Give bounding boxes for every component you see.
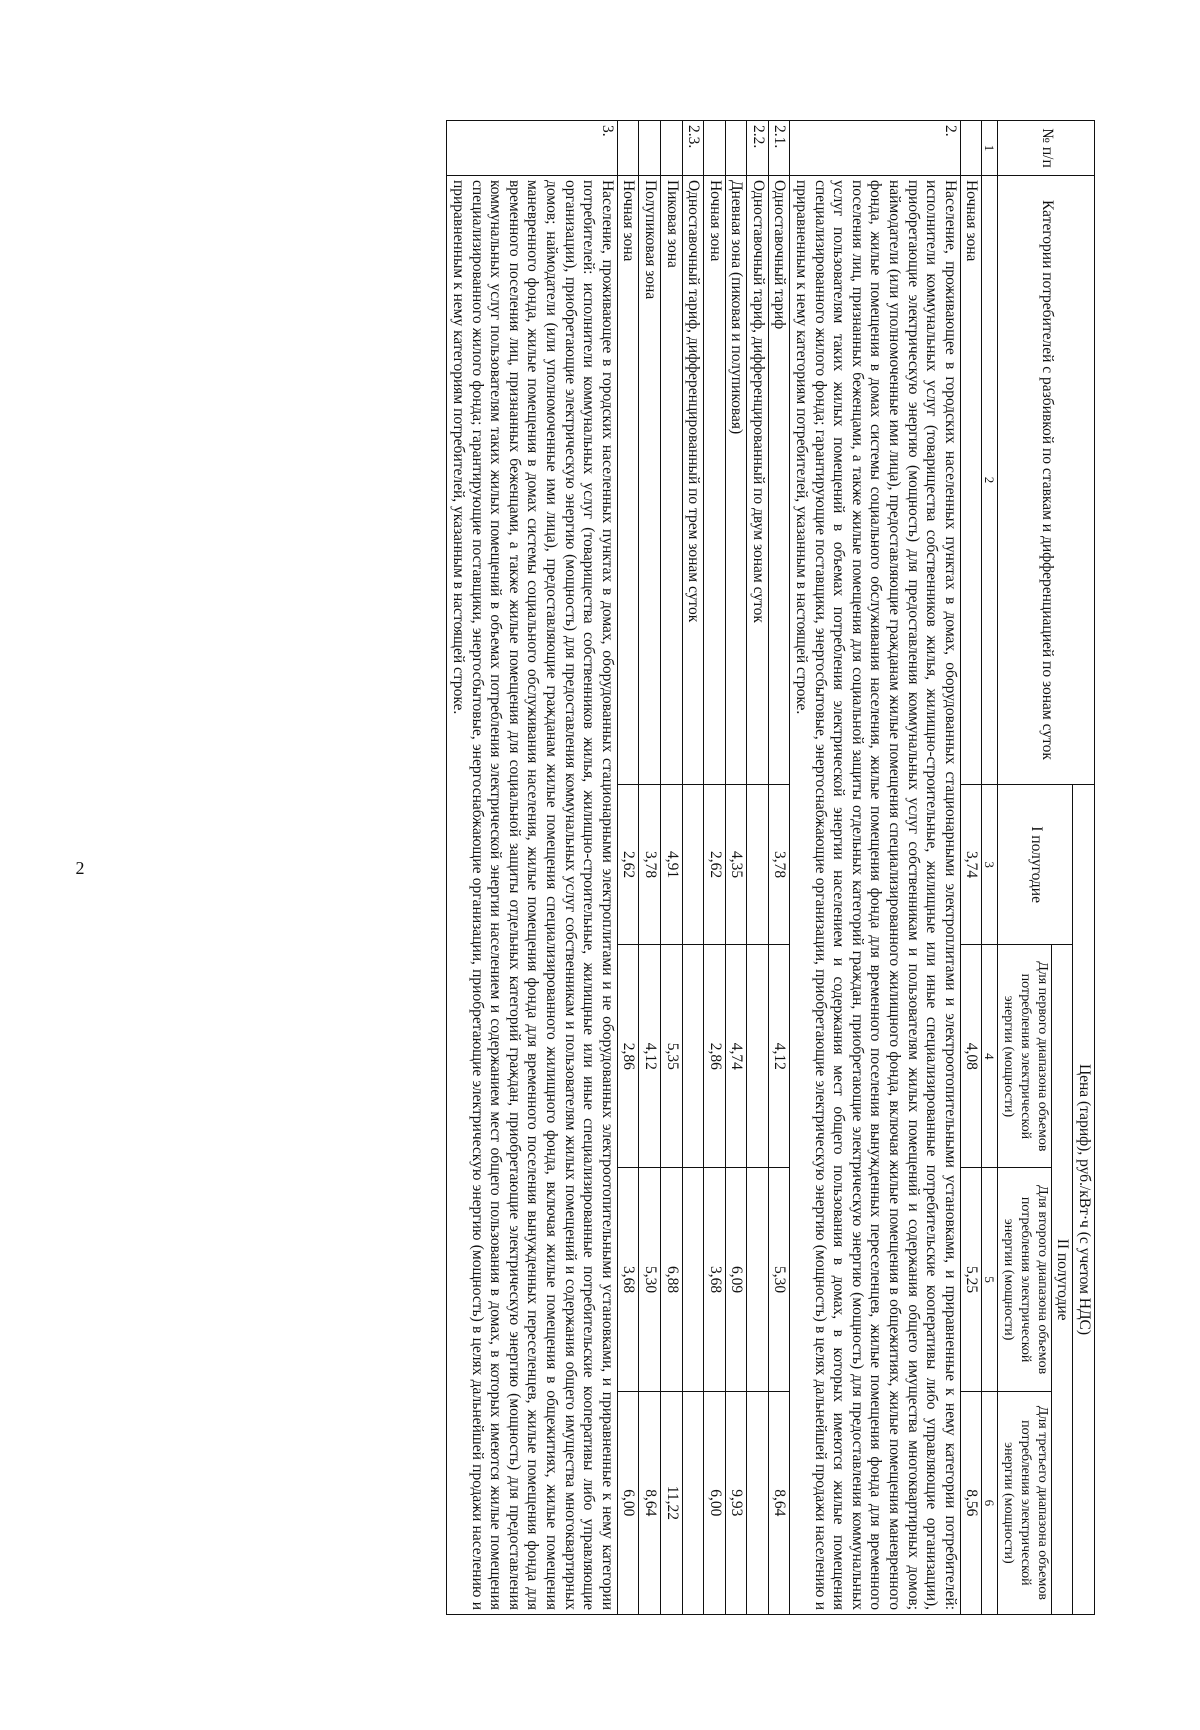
- row-num: [660, 121, 682, 176]
- row-label: Ночная зона: [617, 175, 639, 784]
- value-first-half: 3,74: [960, 784, 982, 944]
- section-description: Население, проживающее в городских населенных пунктах в домах, оборудованных стационарными электроплитами и не оборудованных электроотопительными установками, и приравненные к нему категории потребителей: исполнители коммунальных услуг (товарищества собственников жилья, жилищно-строительные, жилищные или иные специализированные потребительские кооперативы либо управляющие организации), приобретающие электрическую энергию (мощность) для предоставления коммунальных услуг собственникам и пользователям жилых помещений и содержания общего имущества многоквартирных домов; наймодатели (или уполномоченные ими лица), предоставляющие гражданам жилые помещения специализированного жилищного фонда, включая жилые помещения в общежитиях, жилые помещения маневренного фонда, жилые помещения в домах системы социального обслуживания населения, жилые помещения фонда для временного поселения вынужденных переселенцев, жилые помещения фонда для временного поселения лиц, признанных беженцами, а также жилые помещения для социальной защиты отдельных категорий граждан, приобретающие электрическую энергию (мощность) для предоставления коммунальных услуг пользователям таких жилых помещений в объемах потребления электрической энергии населением и содержанием мест общего пользования в домах, в которых имеются жилые помещения специализированного жилого фонда; гарантирующие поставщики, энергосбытовые, энергоснабжающие организации, приобретающие электрическую энергию (мощность) в целях дальнейшей продажи населению и приравненным к нему категориям потребителей, указанным в настоящей строке.: [447, 175, 617, 1614]
- tariff-table: [446, 120, 1095, 1615]
- value-first-half: 4,35: [725, 784, 747, 944]
- value-first-half: 4,91: [660, 784, 682, 944]
- index-cell: 2: [982, 175, 998, 784]
- header-range-3: Для третьего диапазона объемов потребления электрической энергии (мощности): [998, 1391, 1051, 1614]
- row-label: Ночная зона: [704, 175, 726, 784]
- header-range-1: Для первого диапазона объемов потребления электрической энергии (мощности): [998, 945, 1051, 1168]
- row-num: [704, 121, 726, 176]
- header-num: № п/п: [998, 121, 1095, 176]
- row-num: [960, 121, 982, 176]
- value-range-2: 5,30: [639, 1168, 661, 1391]
- row-num: 3.: [447, 121, 617, 176]
- row-num: [639, 121, 661, 176]
- table-row: [704, 121, 726, 1615]
- index-cell: 3: [982, 784, 998, 944]
- value-range-2: 3,68: [617, 1168, 639, 1391]
- index-cell: 1: [982, 121, 998, 176]
- index-cell: 4: [982, 945, 998, 1168]
- value-range-2: 5,25: [960, 1168, 982, 1391]
- table-row: [639, 121, 661, 1615]
- value-range-3: 9,93: [725, 1391, 747, 1614]
- row-num: 2.3.: [682, 121, 704, 176]
- header-price-group: Цена (тариф), руб./кВт·ч (с учетом НДС): [1073, 784, 1095, 1614]
- value-range-1: 4,08: [960, 945, 982, 1168]
- row-label: Полупиковая зона: [639, 175, 661, 784]
- table-row: [660, 121, 682, 1615]
- value-range-3: 6,00: [617, 1391, 639, 1614]
- table-row: [617, 121, 639, 1615]
- row-label: Дневная зона (пиковая и полупиковая): [725, 175, 747, 784]
- value-first-half: 3,78: [639, 784, 661, 944]
- subsection-row: [682, 121, 704, 1615]
- column-index-row: [982, 121, 998, 1615]
- index-cell: 6: [982, 1391, 998, 1614]
- value-first-half: 3,78: [768, 784, 790, 944]
- value-range-1: 4,74: [725, 945, 747, 1168]
- row-num: 2.1.: [768, 121, 790, 176]
- header-row-1: [1073, 121, 1095, 1615]
- table-row: [725, 121, 747, 1615]
- subsection-row: [747, 121, 769, 1615]
- value-range-1: 4,12: [639, 945, 661, 1168]
- value-range-3: 6,00: [704, 1391, 726, 1614]
- value-range-3: 8,64: [768, 1391, 790, 1614]
- header-second-half: II полугодие: [1051, 945, 1073, 1615]
- value-range-1: 2,86: [617, 945, 639, 1168]
- section-row: [447, 121, 617, 1615]
- header-first-half: I полугодие: [998, 784, 1073, 944]
- table-row: [960, 121, 982, 1615]
- value-range-3: 8,64: [639, 1391, 661, 1614]
- value-range-1: 2,86: [704, 945, 726, 1168]
- value-range-2: 6,88: [660, 1168, 682, 1391]
- table-row: [768, 121, 790, 1615]
- rotated-page: [110, 120, 1095, 1615]
- row-label: Одноставочный тариф: [768, 175, 790, 784]
- row-label: Ночная зона: [960, 175, 982, 784]
- value-first-half: 2,62: [704, 784, 726, 944]
- value-range-1: 4,12: [768, 945, 790, 1168]
- section-row: [790, 121, 960, 1615]
- row-label: Одноставочный тариф, дифференцированный по двум зонам суток: [747, 175, 769, 784]
- index-cell: 5: [982, 1168, 998, 1391]
- row-num: 2.2.: [747, 121, 769, 176]
- value-first-half: 2,62: [617, 784, 639, 944]
- section-description: Население, проживающее в городских населенных пунктах в домах, оборудованных стационарными электроплитами и электроотопительными установками, и приравненные к нему категории потребителей: исполнители коммунальных услуг (товарищества собственников жилья, жилищно-строительные, жилищные или иные специализированные потребительские кооперативы либо управляющие организации), приобретающие электрическую энергию (мощность) для предоставления коммунальных услуг собственникам и пользователям жилых помещений и содержания общего имущества многоквартирных домов; наймодатели (или уполномоченные ими лица), предоставляющие гражданам жилые помещения специализированного жилищного фонда, включая жилые помещения в общежитиях, жилые помещения маневренного фонда, жилые помещения в домах системы социального обслуживания населения, жилые помещения фонда для временного поселения вынужденных переселенцев, жилые помещения фонда для временного поселения лиц, признанных беженцами, а также жилые помещения для социальной защиты отдельных категорий граждан, приобретающие электрическую энергию (мощность) для предоставления коммунальных услуг пользователям таких жилых помещений в объемах потребления электрической энергии населением и содержания мест общего пользования в домах, в которых имеются жилые помещения специализированного жилого фонда; гарантирующие поставщики, энергосбытовые, энергоснабжающие организации, приобретающие электрическую энергию (мощность) в целях дальнейшей продажи населению и приравненным к нему категориям потребителей, указанным в настоящей строке.: [790, 175, 960, 1614]
- row-num: [725, 121, 747, 176]
- value-range-1: 5,35: [660, 945, 682, 1168]
- value-range-3: 11,22: [660, 1391, 682, 1614]
- row-label: Одноставочный тариф, дифференцированный по трем зонам суток: [682, 175, 704, 784]
- row-label: Пиковая зона: [660, 175, 682, 784]
- value-range-2: 3,68: [704, 1168, 726, 1391]
- row-num: 2.: [790, 121, 960, 176]
- row-num: [617, 121, 639, 176]
- value-range-3: 8,56: [960, 1391, 982, 1614]
- value-range-2: 6,09: [725, 1168, 747, 1391]
- value-range-2: 5,30: [768, 1168, 790, 1391]
- page-number: 2: [75, 858, 85, 878]
- header-range-2: Для второго диапазона объемов потребления электрической энергии (мощности): [998, 1168, 1051, 1391]
- header-category: Категории потребителей с разбивкой по ставкам и дифференциацией по зонам суток: [998, 175, 1095, 784]
